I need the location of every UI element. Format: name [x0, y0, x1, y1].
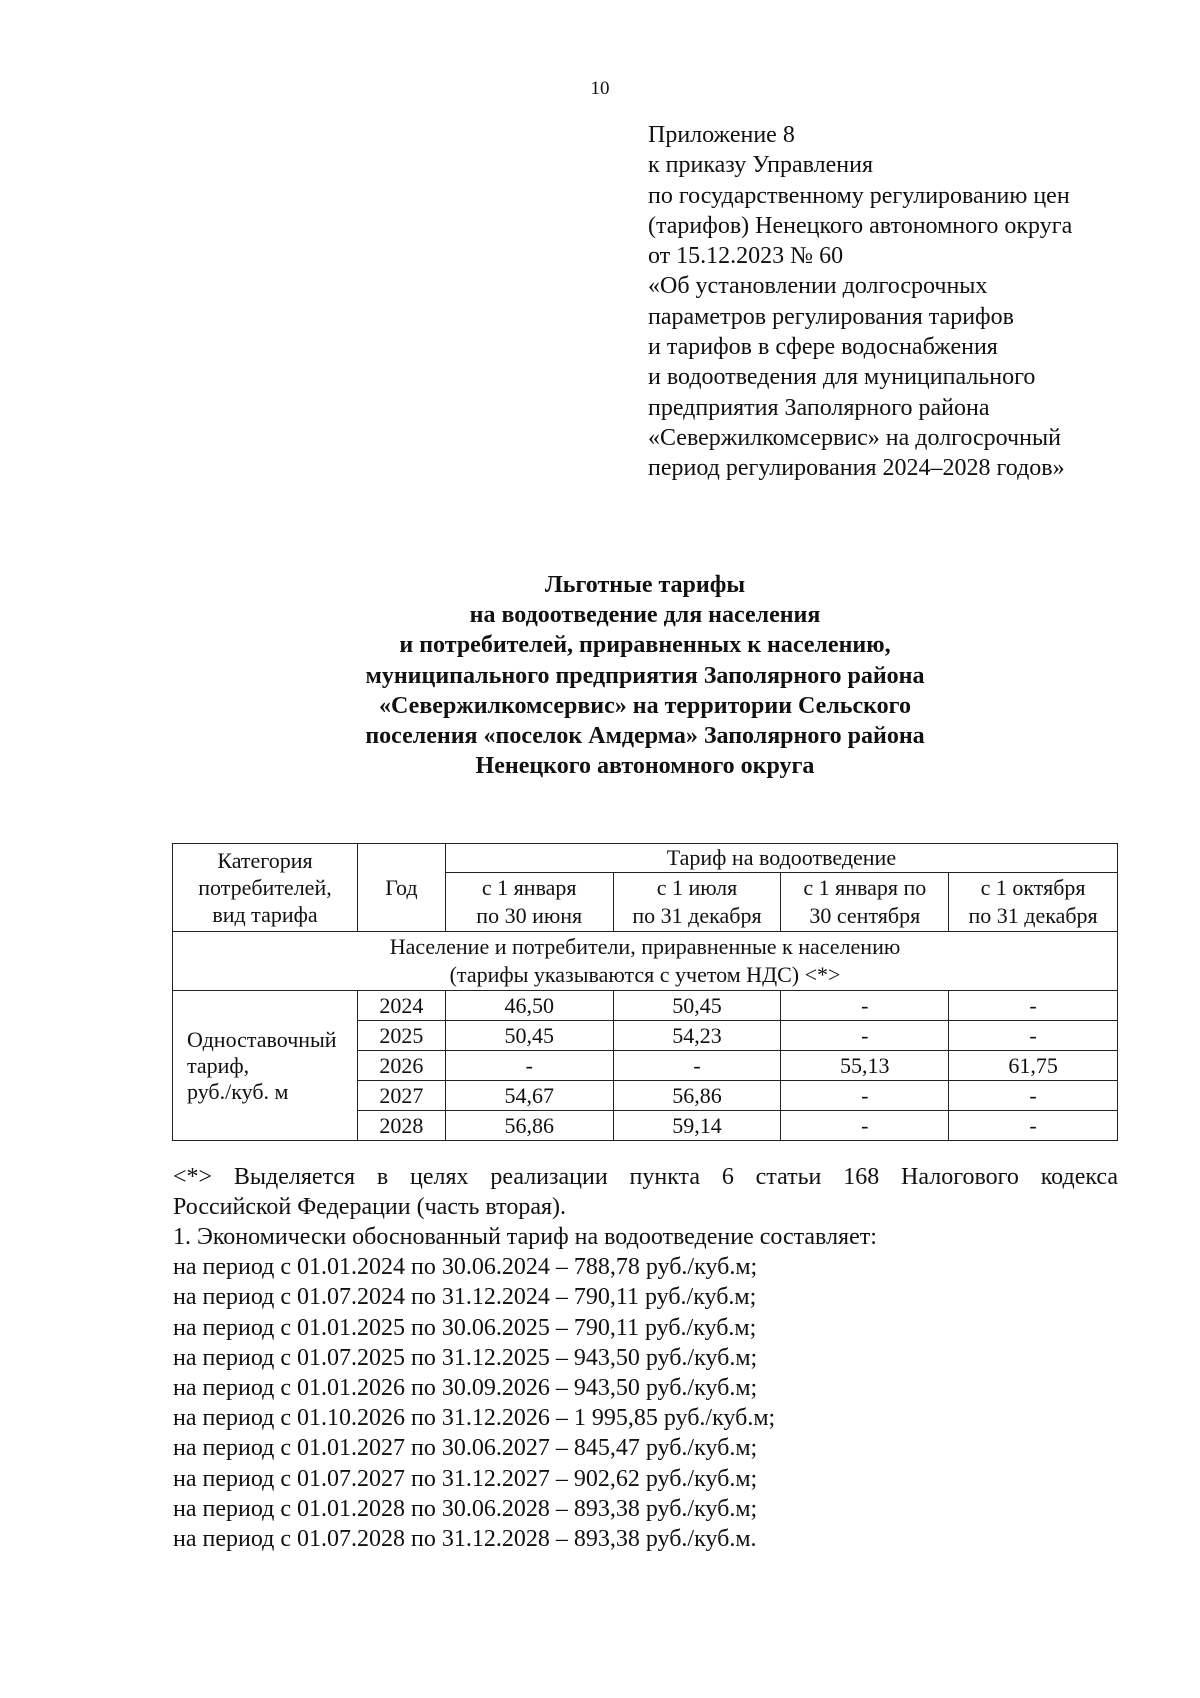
period-header-line: по 31 декабря [968, 903, 1098, 928]
value-cell: - [949, 1021, 1118, 1051]
appendix-line: предприятия Заполярного района [648, 394, 990, 421]
value-cell: - [781, 991, 949, 1021]
value-cell: 59,14 [613, 1111, 781, 1141]
value-cell: 54,23 [613, 1021, 781, 1051]
list-item: на период с 01.07.2024 по 31.12.2024 – 790,11 руб./куб.м; [173, 1284, 757, 1311]
header-category-line: Категория [217, 848, 313, 873]
value-cell: - [781, 1081, 949, 1111]
appendix-line: Приложение 8 [648, 122, 795, 148]
appendix-line: параметров регулирования тарифов [648, 303, 1014, 330]
value-cell: - [949, 991, 1118, 1021]
period-header-line: с 1 июля [656, 875, 738, 900]
appendix-line: от 15.12.2023 № 60 [648, 243, 844, 270]
header-tariff: Тариф на водоотведение [445, 844, 1117, 873]
title-line: Льготные тарифы [544, 572, 746, 598]
value-cell: - [949, 1111, 1118, 1141]
row-category [173, 991, 358, 1141]
list-item: на период с 01.01.2024 по 30.06.2024 – 788,78 руб./куб.м; [173, 1254, 758, 1281]
year-cell: 2025 [357, 1021, 445, 1051]
list-item: на период с 01.01.2027 по 30.06.2027 – 845,47 руб./куб.м; [173, 1435, 758, 1462]
value-cell: 56,86 [445, 1111, 613, 1141]
footnote [173, 1162, 1118, 1222]
value-cell: - [781, 1111, 949, 1141]
title-line: Ненецкого автономного округа [475, 753, 815, 780]
value-cell: 54,67 [445, 1081, 613, 1111]
appendix-line: (тарифов) Ненецкого автономного округа [648, 212, 1073, 239]
row-category-line: тариф, [187, 1052, 250, 1078]
period-header-line: 30 сентября [809, 903, 921, 928]
period-header-line: с 1 января по [803, 875, 927, 900]
appendix-line: и водоотведения для муниципального [648, 364, 1036, 391]
period-header-line: по 30 июня [476, 903, 583, 928]
value-cell: 50,45 [613, 991, 781, 1021]
period-header [949, 873, 1118, 932]
list-item: на период с 01.07.2025 по 31.12.2025 – 943,50 руб./куб.м; [173, 1344, 758, 1371]
tariff-table [172, 843, 1118, 1141]
page-number: 10 [590, 78, 610, 99]
list-item: на период с 01.01.2026 по 30.09.2026 – 943,50 руб./куб.м; [173, 1375, 758, 1402]
group-header [173, 932, 1118, 991]
appendix-line: «Об установлении долгосрочных [648, 273, 988, 300]
list-item: на период с 01.10.2026 по 31.12.2026 – 1 995,85 руб./куб.м; [173, 1405, 776, 1432]
appendix-line: к приказу Управления [648, 152, 874, 179]
title-line: поселения «поселок Амдерма» Заполярного района [365, 723, 925, 750]
list-item: на период с 01.07.2028 по 31.12.2028 – 893,38 руб./куб.м. [173, 1526, 757, 1553]
footnote-line: <*> Выделяется в целях реализации пункта 6 статьи 168 Налогового кодекса [173, 1164, 1118, 1190]
value-cell: 56,86 [613, 1081, 781, 1111]
title-line: «Севержилкомсервис» на территории Сельского [379, 692, 911, 719]
group-header-line: (тарифы указываются с учетом НДС) <*> [449, 962, 841, 987]
period-header-line: с 1 января [481, 875, 577, 900]
list-item: на период с 01.01.2028 по 30.06.2028 – 893,38 руб./куб.м; [173, 1495, 758, 1522]
header-year: Год [357, 844, 445, 932]
header-category-line: вид тарифа [212, 902, 318, 927]
year-cell: 2024 [357, 991, 445, 1021]
value-cell: 50,45 [445, 1021, 613, 1051]
period-header [781, 873, 949, 932]
table-row [173, 991, 1118, 1021]
period-header-line: по 31 декабря [632, 903, 762, 928]
value-cell: - [781, 1021, 949, 1051]
list-item: на период с 01.07.2027 по 31.12.2027 – 902,62 руб./куб.м; [173, 1465, 758, 1492]
appendix-line: по государственному регулированию цен [648, 182, 1070, 209]
title-line: муниципального предприятия Заполярного района [365, 662, 925, 689]
period-header [613, 873, 781, 932]
appendix-block [648, 120, 1168, 484]
year-cell: 2028 [357, 1111, 445, 1141]
period-header-line: с 1 октября [980, 875, 1086, 900]
appendix-line: период регулирования 2024–2028 годов» [648, 455, 1065, 482]
value-cell: 46,50 [445, 991, 613, 1021]
header-category-line: потребителей, [198, 875, 332, 900]
title-line: и потребителей, приравненных к населению, [399, 632, 891, 659]
list-item: на период с 01.01.2025 по 30.06.2025 – 790,11 руб./куб.м; [173, 1314, 757, 1341]
row-category-line: Одноставочный [187, 1026, 337, 1052]
appendix-line: и тарифов в сфере водоснабжения [648, 334, 998, 361]
value-cell: - [949, 1081, 1118, 1111]
list-item: 1. Экономически обоснованный тариф на водоотведение составляет: [173, 1224, 877, 1250]
row-category-line: руб./куб. м [187, 1078, 289, 1104]
tariff-list [173, 1222, 1118, 1554]
value-cell: 61,75 [949, 1051, 1118, 1081]
value-cell: 55,13 [781, 1051, 949, 1081]
value-cell: - [445, 1051, 613, 1081]
title-line: на водоотведение для населения [469, 602, 821, 629]
group-header-line: Население и потребители, приравненные к населению [389, 934, 901, 959]
appendix-line: «Севержилкомсервис» на долгосрочный [648, 424, 1061, 451]
period-header [445, 873, 613, 932]
year-cell: 2026 [357, 1051, 445, 1081]
year-cell: 2027 [357, 1081, 445, 1111]
footnote-line: Российской Федерации (часть вторая). [173, 1194, 567, 1221]
header-category [173, 844, 358, 932]
value-cell: - [613, 1051, 781, 1081]
